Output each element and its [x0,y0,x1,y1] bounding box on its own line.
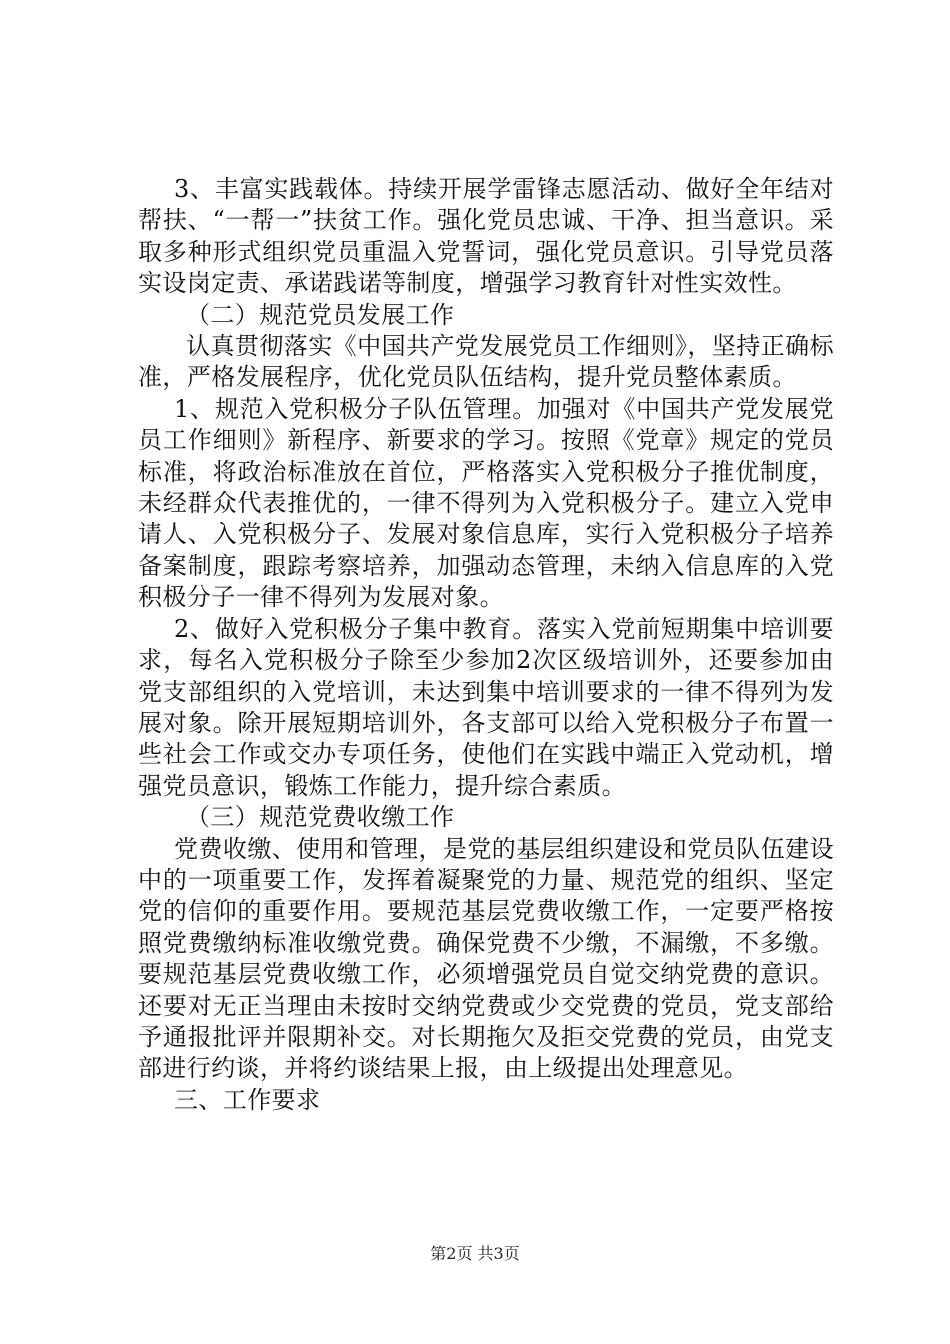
page-footer [0,1244,950,1264]
paragraph-activist-education: 2、做好入党积极分子集中教育。落实入党前短期集中培训要求，每名入党积极分子除至少参加2次区级培训外，还要参加由党支部组织的入党培训，未达到集中培训要求的一律不得列为发展对象。除开展短期培训外，各支部可以给入党积极分子布置一些社会工作或交办专项任务，使他们在实践中端正入党动机，增强党员意识，锻炼工作能力，提升综合素质。 [138,614,834,800]
heading-work-requirements: 三、工作要求 [174,1085,321,1114]
page-number: 第2页 共3页 [430,1244,520,1263]
document-body [138,174,834,1116]
paragraph-dues-collection: 党费收缴、使用和管理，是党的基层组织建设和党员队伍建设中的一项重要工作，发挥着凝聚党的力量、规范党的组织、坚定党的信仰的重要作用。要规范基层党费收缴工作，一定要严格按照党费缴纳标准收缴党费。确保党费不少缴，不漏缴，不多缴。要规范基层党费收缴工作，必须增强党员自觉交纳党费的意识。还要对无正当理由未按时交纳党费或少交党费的党员，党支部给予通报批评并限期补交。对长期拖欠及拒交党费的党员，由党支部进行约谈，并将约谈结果上报，由上级提出处理意见。 [138,834,834,1083]
paragraph-development-rules: 认真贯彻落实《中国共产党发展党员工作细则》，坚持正确标准，严格发展程序，优化党员队伍结构，提升党员整体素质。 [138,332,834,392]
heading-member-development: （二）规范党员发展工作 [186,300,455,329]
paragraph-practice-carrier: 3、丰富实践载体。持续开展学雷锋志愿活动、做好全年结对帮扶、“一帮一”扶贫工作。强化党员忠诚、干净、担当意识。采取多种形式组织党员重温入党誓词，强化党员意识。引导党员落实设岗定责、承诺践诺等制度，增强学习教育针对性实效性。 [138,175,834,298]
heading-dues-collection: （三）规范党费收缴工作 [186,803,455,832]
paragraph-activist-management: 1、规范入党积极分子队伍管理。加强对《中国共产党发展党员工作细则》新程序、新要求的学习。按照《党章》规定的党员标准，将政治标准放在首位，严格落实入党积极分子推优制度，未经群众代表推优的，一律不得列为入党积极分子。建立入党申请人、入党积极分子、发展对象信息库，实行入党积极分子培养备案制度，跟踪考察培养，加强动态管理，未纳入信息库的入党积极分子一律不得列为发展对象。 [138,394,834,612]
